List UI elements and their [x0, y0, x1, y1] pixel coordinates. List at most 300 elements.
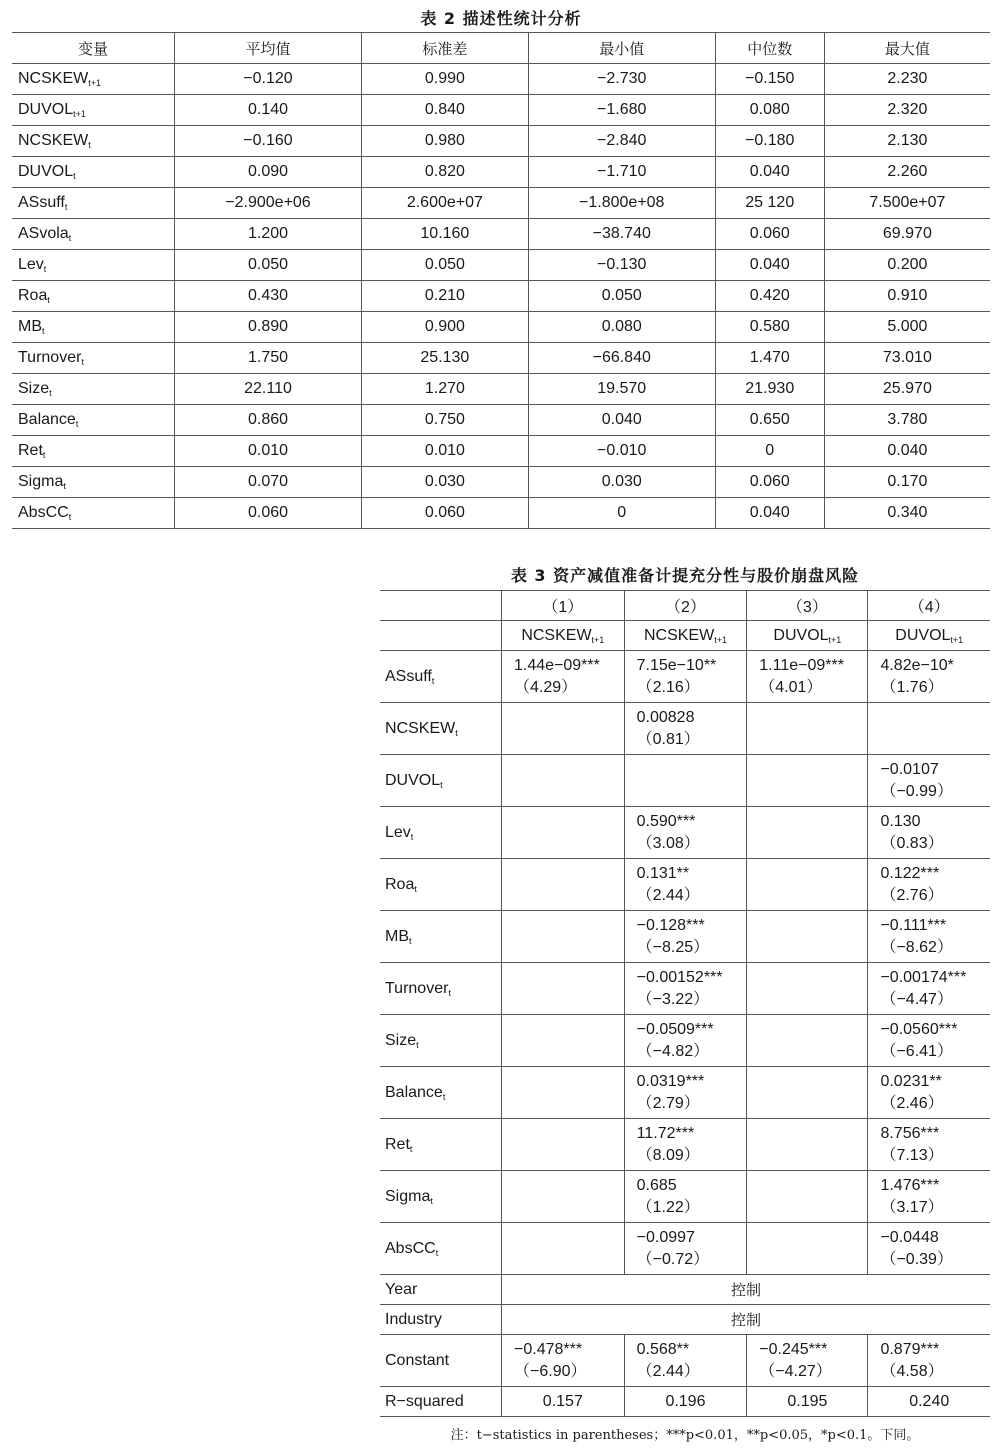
variable-subscript: t — [430, 1195, 433, 1206]
variable-cell — [12, 312, 175, 343]
coefficient-cell — [747, 1335, 868, 1387]
coefficient-cell — [502, 1223, 625, 1275]
variable-cell — [380, 1171, 502, 1223]
table-row — [12, 467, 990, 498]
variable-cell — [380, 859, 502, 911]
coefficient-cell — [502, 1171, 625, 1223]
variable-name: NCSKEW — [385, 719, 456, 737]
stat-cell: 0.840 — [361, 95, 528, 126]
stat-cell: 0.140 — [175, 95, 362, 126]
coefficient-cell — [868, 1223, 990, 1275]
coefficient-cell — [502, 963, 625, 1015]
stat-cell: 0.200 — [824, 250, 990, 281]
column-number-cell: （1） — [502, 591, 625, 621]
stat-cell: −0.180 — [715, 126, 824, 157]
table-row — [12, 64, 990, 95]
variable-subscript: t+1 — [591, 634, 605, 645]
stat-cell: −0.160 — [175, 126, 362, 157]
variable-cell: R−squared — [380, 1387, 502, 1417]
stat-cell: 1.270 — [361, 374, 528, 405]
variable-subscript: t — [448, 987, 451, 998]
variable-subscript: t — [431, 675, 435, 686]
regression-results-table — [380, 590, 990, 1417]
coefficient-cell — [502, 859, 625, 911]
table-row — [12, 126, 990, 157]
stat-cell: 0.040 — [715, 250, 824, 281]
table-row — [12, 405, 990, 436]
coefficient-value: −0.111*** — [880, 916, 947, 934]
coefficient-cell — [747, 963, 868, 1015]
dependent-variable-cell — [624, 621, 747, 651]
variable-name: ASvola — [18, 225, 69, 242]
coefficient-value: 0.0319*** — [636, 1072, 705, 1090]
variable-cell — [12, 219, 175, 250]
dependent-variable-row — [380, 621, 990, 651]
variable-cell — [12, 498, 175, 529]
coefficient-value: −0.00174*** — [880, 968, 967, 986]
stat-cell: 2.230 — [824, 64, 990, 95]
coefficient-value: 0.685 — [636, 1176, 677, 1194]
stat-cell: 21.930 — [715, 374, 824, 405]
variable-cell — [380, 755, 502, 807]
coefficient-cell — [624, 1015, 747, 1067]
table-row — [12, 188, 990, 219]
stat-cell: 5.000 — [824, 312, 990, 343]
t-statistic: （2.44） — [636, 1362, 700, 1380]
stat-cell: 2.320 — [824, 95, 990, 126]
variable-cell: Year — [380, 1275, 502, 1305]
t-statistic: （4.29） — [514, 678, 578, 696]
t-statistic: （−4.27） — [759, 1362, 832, 1380]
stat-cell: 0.080 — [528, 312, 715, 343]
variable-name: Balance — [385, 1083, 443, 1101]
table-row — [12, 157, 990, 188]
coefficient-value: −0.245*** — [759, 1340, 828, 1358]
variable-subscript: t — [455, 727, 458, 738]
table2-caption: 表 2 描述性统计分析 — [420, 9, 582, 28]
control-cell: 控制 — [502, 1275, 991, 1305]
variable-cell — [380, 703, 502, 755]
column-number-cell: （4） — [868, 591, 990, 621]
variable-subscript: t+1 — [88, 78, 101, 88]
dependent-variable-cell — [747, 621, 868, 651]
variable-cell — [12, 157, 175, 188]
variable-cell — [380, 807, 502, 859]
stat-cell: 19.570 — [528, 374, 715, 405]
coefficient-cell — [624, 859, 747, 911]
variable-name: ASsuff — [18, 194, 65, 211]
coefficient-cell — [624, 1067, 747, 1119]
variable-name: Ret — [385, 1135, 410, 1153]
table3-caption: 表 3 资产减值准备计提充分性与股价崩盘风险 — [510, 566, 860, 585]
t-statistic: （3.17） — [880, 1198, 944, 1216]
variable-name: DUVOL — [18, 163, 74, 180]
t-statistic: （−8.25） — [636, 938, 710, 956]
coefficient-cell — [747, 911, 868, 963]
coefficient-cell — [502, 755, 625, 807]
t-statistic: （2.79） — [636, 1094, 700, 1112]
coefficient-cell — [502, 911, 625, 963]
coefficient-cell — [868, 963, 990, 1015]
coefficient-cell — [624, 1171, 747, 1223]
variable-subscript: t — [47, 295, 50, 305]
coefficient-cell — [747, 1119, 868, 1171]
t-statistic: （−0.39） — [880, 1250, 953, 1268]
variable-name: AbsCC — [18, 504, 69, 521]
t-statistic: （−4.82） — [636, 1042, 710, 1060]
stat-cell: 0.040 — [824, 436, 990, 467]
stat-cell: −2.840 — [528, 126, 715, 157]
coefficient-cell — [502, 1119, 625, 1171]
coefficient-value: −0.0448 — [880, 1228, 939, 1246]
column-number-cell: （3） — [747, 591, 868, 621]
variable-subscript: t — [442, 1091, 446, 1102]
table-row — [12, 343, 990, 374]
variable-name: Roa — [385, 875, 415, 893]
variable-name: DUVOL — [895, 626, 951, 644]
t-statistic: （0.81） — [636, 730, 700, 748]
variable-cell — [380, 1015, 502, 1067]
variable-name: Sigma — [18, 473, 64, 490]
variable-subscript: t — [64, 202, 68, 212]
coefficient-cell — [868, 911, 990, 963]
stat-cell: 0.050 — [175, 250, 362, 281]
stat-cell: 0.890 — [175, 312, 362, 343]
dependent-variable-cell — [502, 621, 625, 651]
coefficient-cell — [868, 651, 990, 703]
t-statistic: （4.01） — [759, 678, 823, 696]
coefficient-value: 0.590*** — [636, 812, 696, 830]
stat-cell: 0.820 — [361, 157, 528, 188]
stat-cell: 0.090 — [175, 157, 362, 188]
control-cell: 控制 — [502, 1305, 991, 1335]
coefficient-cell — [868, 755, 990, 807]
coefficient-cell — [747, 755, 868, 807]
stat-cell: 0.030 — [361, 467, 528, 498]
table-row — [12, 498, 990, 529]
coefficient-cell — [624, 755, 747, 807]
stat-cell: 25.970 — [824, 374, 990, 405]
variable-subscript: t — [75, 419, 79, 429]
variable-cell — [12, 126, 175, 157]
coefficient-value: −0.0509*** — [636, 1020, 714, 1038]
stat-cell: 0.040 — [715, 498, 824, 529]
t-statistic: （8.09） — [636, 1146, 700, 1164]
coefficient-value: −0.0997 — [636, 1228, 695, 1246]
stat-cell: 0.030 — [528, 467, 715, 498]
variable-subscript: t — [73, 171, 76, 181]
stat-cell: 1.750 — [175, 343, 362, 374]
stat-cell: 0.980 — [361, 126, 528, 157]
variable-subscript: t — [63, 481, 66, 491]
table-row — [12, 95, 990, 126]
year-row — [380, 1275, 990, 1305]
coefficient-value: 4.82e−10* — [880, 656, 954, 674]
coefficient-cell — [502, 1015, 625, 1067]
table-row — [12, 250, 990, 281]
table-row — [380, 755, 990, 807]
variable-cell — [12, 405, 175, 436]
variable-subscript: t — [435, 1247, 439, 1258]
stat-cell: 0.170 — [824, 467, 990, 498]
stat-cell: −0.130 — [528, 250, 715, 281]
stat-cell: −2.900e+06 — [175, 188, 362, 219]
coefficient-value: 0.0231** — [880, 1072, 942, 1090]
variable-subscript: t — [81, 357, 84, 367]
table-row — [12, 374, 990, 405]
coefficient-cell — [624, 1335, 747, 1387]
stat-cell: 0.060 — [715, 467, 824, 498]
variable-cell — [12, 467, 175, 498]
coefficient-value: 0.568** — [636, 1340, 690, 1358]
stat-cell: 3.780 — [824, 405, 990, 436]
stat-cell: 0 — [715, 436, 824, 467]
variable-cell — [380, 911, 502, 963]
stat-cell: 0.580 — [715, 312, 824, 343]
coefficient-cell — [868, 807, 990, 859]
stat-cell: 0.010 — [175, 436, 362, 467]
stat-cell: −66.840 — [528, 343, 715, 374]
variable-cell — [12, 281, 175, 312]
variable-subscript: t — [42, 326, 45, 336]
t-statistic: （−6.41） — [880, 1042, 953, 1060]
stat-cell: 0.750 — [361, 405, 528, 436]
variable-name: Balance — [18, 411, 76, 428]
coefficient-cell — [502, 807, 625, 859]
stat-cell: 0.040 — [715, 157, 824, 188]
variable-name: Lev — [385, 823, 411, 841]
table-note: 注：t−statistics in parentheses；***p<0.01，**p<0.05，*p<0.1。下同。 — [450, 1428, 920, 1443]
t-statistic: （3.08） — [636, 834, 700, 852]
variable-cell — [380, 1067, 502, 1119]
t-statistic: （1.22） — [636, 1198, 700, 1216]
variable-subscript: t — [43, 264, 47, 274]
variable-name: ASsuff — [385, 667, 432, 685]
coefficient-value: −0.00152*** — [636, 968, 723, 986]
stat-cell: −1.680 — [528, 95, 715, 126]
stat-cell: 0.050 — [361, 250, 528, 281]
t-statistic: （−0.72） — [636, 1250, 710, 1268]
stat-cell: 1.200 — [175, 219, 362, 250]
stat-cell: 0.050 — [528, 281, 715, 312]
variable-cell — [12, 95, 175, 126]
dependent-variable-cell — [868, 621, 990, 651]
t-statistic: （−0.99） — [880, 782, 953, 800]
variable-cell — [380, 651, 502, 703]
coefficient-value: −0.0560*** — [880, 1020, 958, 1038]
stat-cell: 0.210 — [361, 281, 528, 312]
variable-subscript: t — [414, 883, 417, 894]
variable-cell — [12, 64, 175, 95]
variable-cell — [12, 436, 175, 467]
t-statistic: （2.16） — [636, 678, 700, 696]
coefficient-value: 0.879*** — [880, 1340, 940, 1358]
table-row — [12, 312, 990, 343]
r-squared-cell: 0.195 — [747, 1387, 868, 1417]
stat-cell: 0.900 — [361, 312, 528, 343]
stat-cell: 0.430 — [175, 281, 362, 312]
coefficient-value: 1.44e−09*** — [514, 656, 600, 674]
variable-name: Lev — [18, 256, 44, 273]
variable-cell — [12, 250, 175, 281]
descriptive-statistics-table — [12, 32, 990, 529]
r-squared-cell: 0.240 — [868, 1387, 990, 1417]
stat-cell: −0.150 — [715, 64, 824, 95]
stat-cell: 1.470 — [715, 343, 824, 374]
variable-name: NCSKEW — [643, 626, 715, 644]
constant-row — [380, 1335, 990, 1387]
stat-cell: −0.120 — [175, 64, 362, 95]
variable-subscript: t+1 — [73, 109, 86, 119]
variable-subscript: t — [410, 831, 414, 842]
t-statistic: （−4.47） — [880, 990, 953, 1008]
variable-subscript: t — [88, 140, 91, 150]
variable-name: NCSKEW — [18, 70, 89, 87]
variable-subscript: t — [68, 233, 72, 243]
variable-cell — [380, 963, 502, 1015]
variable-cell — [12, 343, 175, 374]
blank-header-cell — [380, 591, 502, 621]
coefficient-value: −0.128*** — [636, 916, 705, 934]
variable-subscript: t — [42, 450, 46, 460]
t-statistic: （2.76） — [880, 886, 944, 904]
stat-cell: 0.420 — [715, 281, 824, 312]
coefficient-value: 8.756*** — [880, 1124, 940, 1142]
table-row — [380, 651, 990, 703]
t-statistic: （4.58） — [880, 1362, 944, 1380]
table-row — [380, 1171, 990, 1223]
table-row — [380, 703, 990, 755]
coefficient-value: −0.478*** — [514, 1340, 583, 1358]
stat-cell: 0 — [528, 498, 715, 529]
variable-name: AbsCC — [385, 1239, 436, 1257]
variable-name: MB — [18, 318, 42, 335]
t-statistic: （−3.22） — [636, 990, 710, 1008]
coefficient-cell — [747, 1015, 868, 1067]
stat-cell: 7.500e+07 — [824, 188, 990, 219]
stat-cell: 25.130 — [361, 343, 528, 374]
industry-row — [380, 1305, 990, 1335]
variable-name: Turnover — [385, 979, 449, 997]
variable-subscript: t+1 — [714, 634, 727, 645]
t-statistic: （7.13） — [880, 1146, 944, 1164]
stat-cell: 0.990 — [361, 64, 528, 95]
coefficient-cell — [624, 807, 747, 859]
variable-subscript: t — [409, 935, 412, 946]
coefficient-cell — [624, 1119, 747, 1171]
table-row — [12, 436, 990, 467]
stat-cell: 69.970 — [824, 219, 990, 250]
column-number-cell: （2） — [624, 591, 747, 621]
stat-cell: −1.800e+08 — [528, 188, 715, 219]
variable-cell — [380, 1119, 502, 1171]
variable-name: Size — [385, 1031, 417, 1049]
stat-cell: 0.060 — [361, 498, 528, 529]
coefficient-value: 0.122*** — [880, 864, 940, 882]
coefficient-cell — [747, 703, 868, 755]
stat-cell: 0.070 — [175, 467, 362, 498]
blank-header-cell — [380, 621, 502, 651]
stat-cell: 0.060 — [175, 498, 362, 529]
coefficient-cell — [747, 859, 868, 911]
table-row — [380, 1015, 990, 1067]
t-statistic: （2.46） — [880, 1094, 944, 1112]
stat-cell: 0.010 — [361, 436, 528, 467]
variable-subscript: t — [49, 388, 52, 398]
header-cell: 最小值 — [528, 33, 715, 64]
variable-name: NCSKEW — [521, 626, 592, 644]
variable-cell — [380, 1223, 502, 1275]
coefficient-cell — [747, 1171, 868, 1223]
variable-subscript: t — [409, 1143, 413, 1154]
coefficient-cell — [747, 807, 868, 859]
coefficient-cell — [747, 651, 868, 703]
table-row — [380, 807, 990, 859]
coefficient-cell — [502, 651, 625, 703]
coefficient-cell — [624, 911, 747, 963]
stat-cell: −38.740 — [528, 219, 715, 250]
coefficient-value: 7.15e−10** — [636, 656, 717, 674]
header-cell: 变量 — [12, 33, 175, 64]
stat-cell: 2.600e+07 — [361, 188, 528, 219]
coefficient-cell — [624, 703, 747, 755]
coefficient-cell — [502, 703, 625, 755]
variable-name: NCSKEW — [18, 132, 89, 149]
r-squared-cell: 0.157 — [502, 1387, 625, 1417]
r-squared-cell: 0.196 — [624, 1387, 747, 1417]
stat-cell: 0.080 — [715, 95, 824, 126]
coefficient-cell — [868, 1335, 990, 1387]
t-statistic: （2.44） — [636, 886, 700, 904]
stat-cell: 0.910 — [824, 281, 990, 312]
variable-name: Sigma — [385, 1187, 431, 1205]
stat-cell: 73.010 — [824, 343, 990, 374]
table-row — [12, 281, 990, 312]
variable-cell: Industry — [380, 1305, 502, 1335]
stat-cell: 25 120 — [715, 188, 824, 219]
variable-cell — [12, 374, 175, 405]
header-cell: 标准差 — [361, 33, 528, 64]
coefficient-cell — [502, 1335, 625, 1387]
table-row — [12, 219, 990, 250]
t-statistic: （1.76） — [880, 678, 944, 696]
header-cell: 平均值 — [175, 33, 362, 64]
variable-name: DUVOL — [18, 101, 74, 118]
coefficient-value: 1.11e−09*** — [759, 656, 844, 674]
variable-subscript: t — [440, 779, 443, 790]
stat-cell: 0.650 — [715, 405, 824, 436]
stat-cell: 0.060 — [715, 219, 824, 250]
coefficient-value: 0.130 — [880, 812, 921, 830]
coefficient-cell — [502, 1067, 625, 1119]
coefficient-cell — [747, 1067, 868, 1119]
variable-subscript: t+1 — [828, 634, 842, 645]
table-row — [380, 963, 990, 1015]
variable-name: Size — [18, 380, 50, 397]
stat-cell: −0.010 — [528, 436, 715, 467]
coefficient-cell — [747, 1223, 868, 1275]
column-number-row — [380, 591, 990, 621]
coefficient-cell — [868, 1067, 990, 1119]
t-statistic: （−6.90） — [514, 1362, 587, 1380]
stat-cell: 0.040 — [528, 405, 715, 436]
table-header-row — [12, 33, 990, 64]
variable-cell — [12, 188, 175, 219]
table-row — [380, 1223, 990, 1275]
coefficient-value: 1.476*** — [880, 1176, 940, 1194]
coefficient-value: 0.131** — [636, 864, 690, 882]
stat-cell: −2.730 — [528, 64, 715, 95]
